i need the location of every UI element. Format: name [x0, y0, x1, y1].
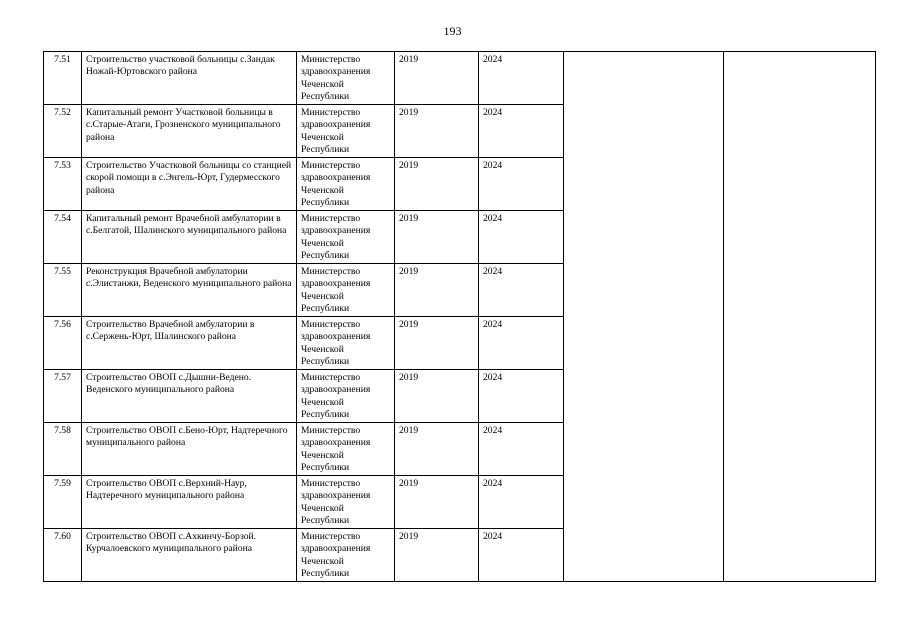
row-number-cell: 7.59 [44, 476, 82, 529]
end-year-cell: 2024 [479, 211, 564, 264]
row-number-cell: 7.55 [44, 264, 82, 317]
row-number-cell: 7.58 [44, 423, 82, 476]
row-number-cell: 7.53 [44, 158, 82, 211]
end-year-cell: 2024 [479, 529, 564, 582]
responsible-org-cell: Министерство здравоохранения Чеченской Республики [297, 52, 395, 105]
row-number-cell: 7.54 [44, 211, 82, 264]
empty-column-2-cell [724, 52, 876, 582]
end-year-cell: 2024 [479, 264, 564, 317]
activity-name-cell: Капитальный ремонт Врачебной амбулатории в с.Белгатой, Шалинского муниципального района [82, 211, 297, 264]
responsible-org-cell: Министерство здравоохранения Чеченской Республики [297, 370, 395, 423]
table-body [44, 52, 876, 582]
program-table [43, 51, 876, 582]
end-year-cell: 2024 [479, 52, 564, 105]
row-number-cell: 7.60 [44, 529, 82, 582]
start-year-cell: 2019 [395, 370, 479, 423]
activity-name-cell: Строительство участковой больницы с.Зандак Ножай-Юртовского района [82, 52, 297, 105]
row-number-cell: 7.57 [44, 370, 82, 423]
page-number: 193 [443, 24, 462, 38]
table-row [44, 52, 876, 105]
responsible-org-cell: Министерство здравоохранения Чеченской Республики [297, 158, 395, 211]
row-number-cell: 7.56 [44, 317, 82, 370]
empty-column-1-cell [564, 52, 724, 582]
activity-name-cell: Строительство ОВОП с.Верхний-Наур, Надтеречного муниципального района [82, 476, 297, 529]
end-year-cell: 2024 [479, 423, 564, 476]
responsible-org-cell: Министерство здравоохранения Чеченской Республики [297, 476, 395, 529]
responsible-org-cell: Министерство здравоохранения Чеченской Республики [297, 529, 395, 582]
end-year-cell: 2024 [479, 317, 564, 370]
activity-name-cell: Реконструкция Врачебной амбулатории с.Элистанжи, Веденского муниципального района [82, 264, 297, 317]
activity-name-cell: Строительство ОВОП с.Ахкинчу-Борзой. Курчалоевского муниципального района [82, 529, 297, 582]
activity-name-cell: Строительство Врачебной амбулатории в с.Сержень-Юрт, Шалинского района [82, 317, 297, 370]
end-year-cell: 2024 [479, 158, 564, 211]
responsible-org-cell: Министерство здравоохранения Чеченской Республики [297, 211, 395, 264]
activity-name-cell: Строительство ОВОП с.Бено-Юрт, Надтеречного муниципального района [82, 423, 297, 476]
responsible-org-cell: Министерство здравоохранения Чеченской Республики [297, 264, 395, 317]
start-year-cell: 2019 [395, 529, 479, 582]
responsible-org-cell: Министерство здравоохранения Чеченской Республики [297, 317, 395, 370]
responsible-org-cell: Министерство здравоохранения Чеченской Республики [297, 423, 395, 476]
start-year-cell: 2019 [395, 211, 479, 264]
end-year-cell: 2024 [479, 370, 564, 423]
row-number-cell: 7.52 [44, 105, 82, 158]
activity-name-cell: Строительство ОВОП с.Дышни-Ведено. Веденского муниципального района [82, 370, 297, 423]
activity-name-cell: Строительство Участковой больницы со станцией скорой помощи в с.Энгель-Юрт, Гудермесского района [82, 158, 297, 211]
end-year-cell: 2024 [479, 476, 564, 529]
end-year-cell: 2024 [479, 105, 564, 158]
start-year-cell: 2019 [395, 317, 479, 370]
start-year-cell: 2019 [395, 476, 479, 529]
responsible-org-cell: Министерство здравоохранения Чеченской Республики [297, 105, 395, 158]
start-year-cell: 2019 [395, 423, 479, 476]
activity-name-cell: Капитальный ремонт Участковой больницы в с.Старые-Атаги, Грозненского муниципального района [82, 105, 297, 158]
row-number-cell: 7.51 [44, 52, 82, 105]
start-year-cell: 2019 [395, 52, 479, 105]
start-year-cell: 2019 [395, 158, 479, 211]
start-year-cell: 2019 [395, 264, 479, 317]
start-year-cell: 2019 [395, 105, 479, 158]
